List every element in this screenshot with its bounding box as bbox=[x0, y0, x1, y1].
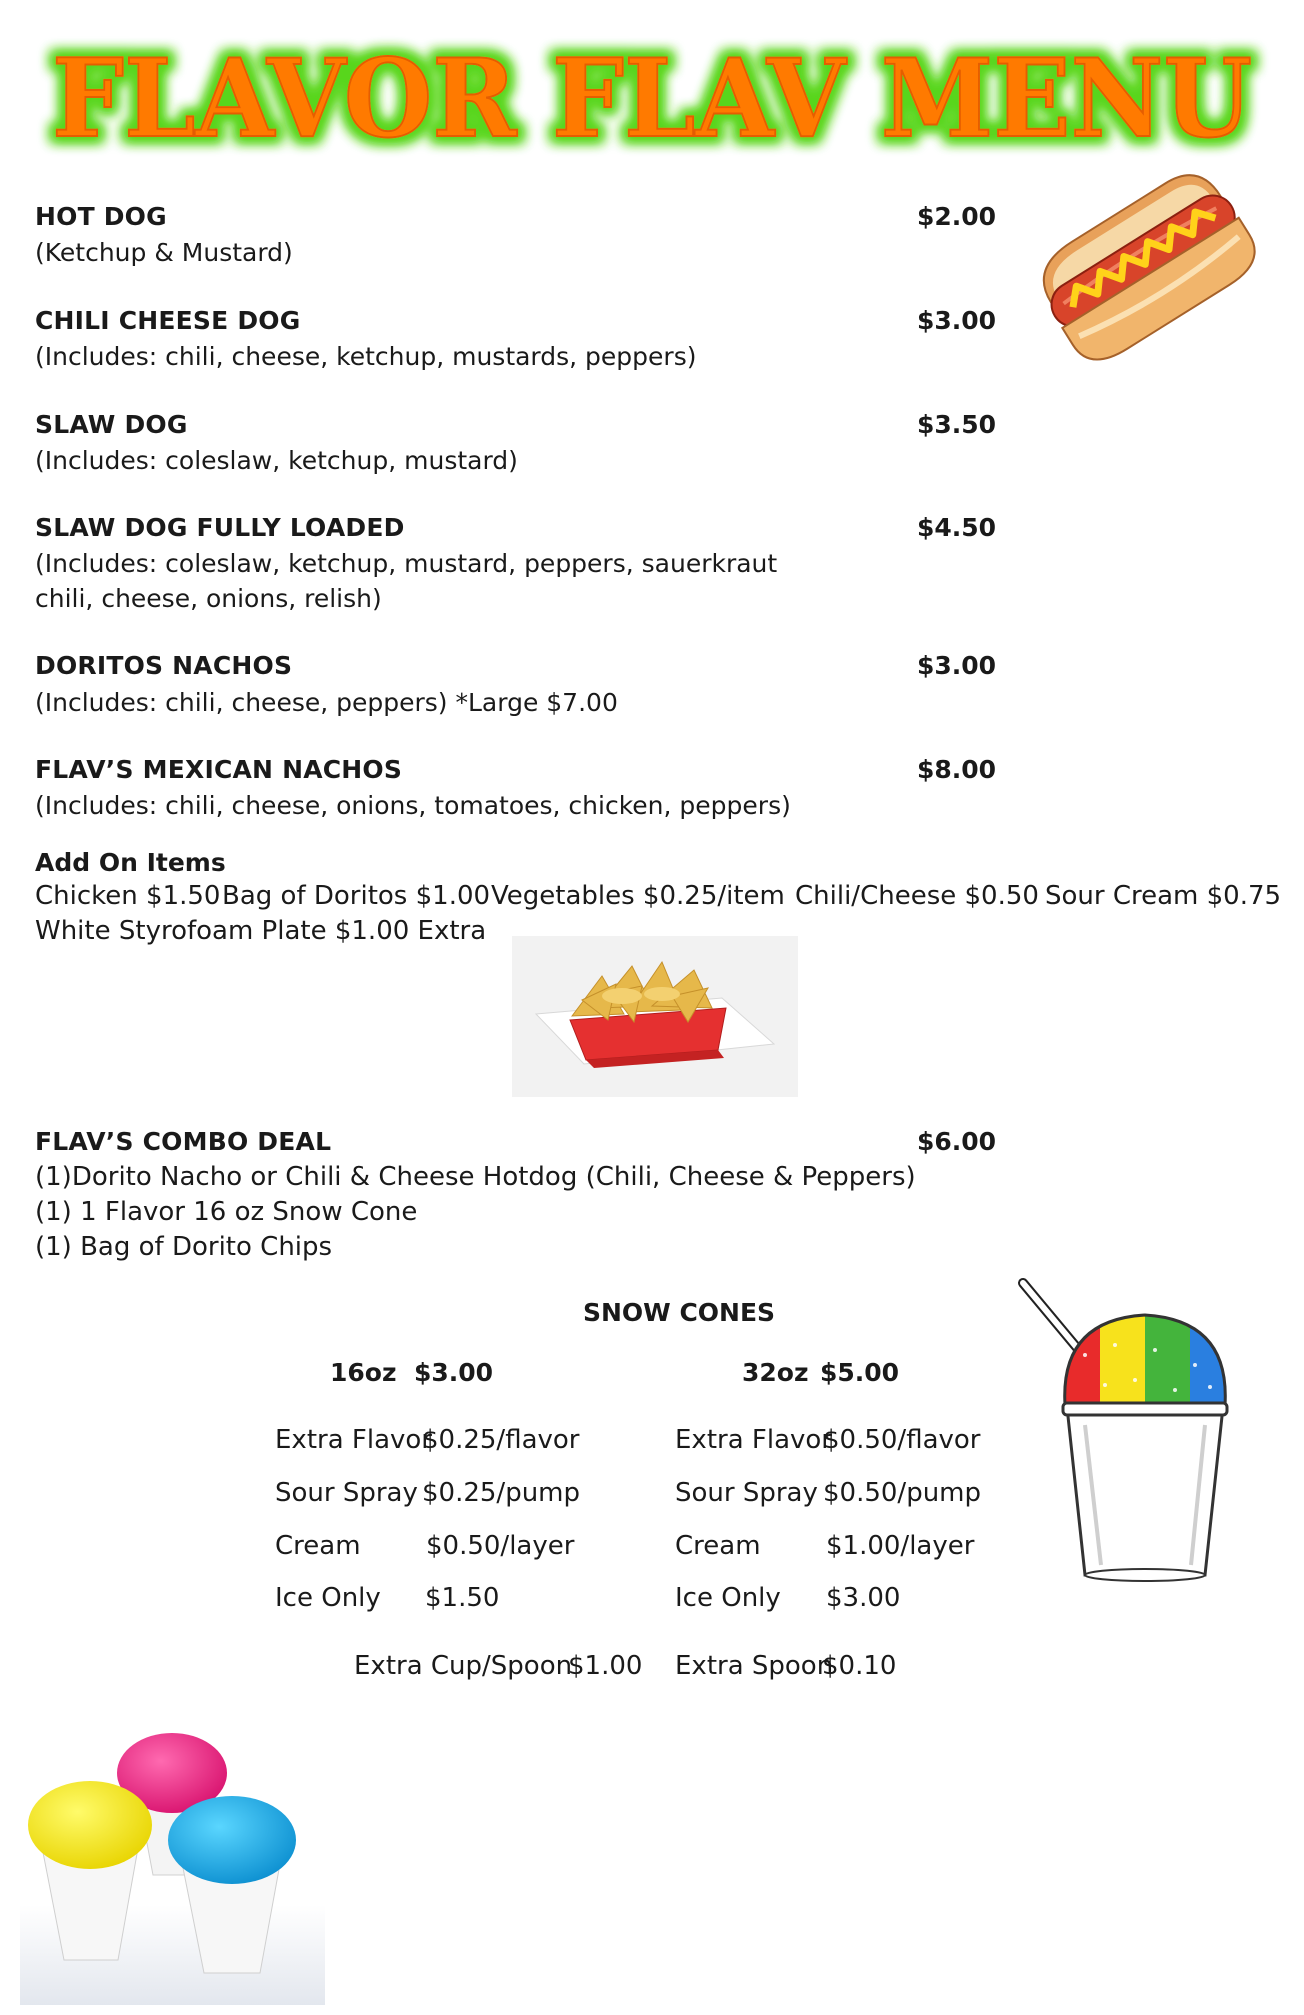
option-value: $0.25/pump bbox=[422, 1478, 581, 1508]
combo-line: (1) 1 Flavor 16 oz Snow Cone bbox=[35, 1197, 418, 1227]
item-price: $3.00 bbox=[917, 306, 997, 335]
extra-label: Extra Spoon bbox=[675, 1651, 834, 1681]
combo-price: $6.00 bbox=[917, 1127, 997, 1156]
add-on-item: White Styrofoam Plate $1.00 Extra bbox=[35, 916, 487, 946]
item-description: (Includes: chili, cheese, ketchup, mustards, peppers) bbox=[35, 342, 697, 371]
snow-cones-trio-image bbox=[20, 1725, 325, 2005]
item-description: (Includes: coleslaw, ketchup, mustard, peppers, sauerkraut bbox=[35, 549, 778, 578]
option-label: Extra Flavor bbox=[275, 1425, 432, 1455]
item-price: $2.00 bbox=[917, 202, 997, 231]
extra-value: $1.00 bbox=[568, 1651, 643, 1681]
option-label: Sour Spray bbox=[675, 1478, 818, 1508]
item-price: $8.00 bbox=[917, 755, 997, 784]
extra-label: Extra Cup/Spoon bbox=[354, 1651, 573, 1681]
option-label: Cream bbox=[275, 1531, 361, 1561]
menu-title-banner bbox=[0, 18, 1304, 168]
option-label: Cream bbox=[675, 1531, 761, 1561]
option-label: Ice Only bbox=[275, 1583, 381, 1613]
snow-cones-heading: SNOW CONES bbox=[583, 1298, 776, 1327]
item-price: $4.50 bbox=[917, 513, 997, 542]
option-value: $1.00/layer bbox=[826, 1531, 975, 1561]
item-name: SLAW DOG FULLY LOADED bbox=[35, 513, 405, 542]
menu-title-graphic bbox=[0, 18, 1304, 168]
option-label: Ice Only bbox=[675, 1583, 781, 1613]
add-on-heading: Add On Items bbox=[35, 848, 226, 877]
combo-line: (1) Bag of Dorito Chips bbox=[35, 1232, 333, 1262]
option-value: $0.25/flavor bbox=[422, 1425, 580, 1455]
option-label: Extra Flavor bbox=[675, 1425, 832, 1455]
item-price: $3.50 bbox=[917, 410, 997, 439]
size-label: 32oz bbox=[742, 1358, 809, 1387]
menu-title: FLAVOR FLAV MENU bbox=[52, 36, 1252, 162]
option-value: $0.50/layer bbox=[426, 1531, 575, 1561]
add-on-item: Chili/Cheese $0.50 bbox=[795, 881, 1039, 911]
combo-name: FLAV’S COMBO DEAL bbox=[35, 1127, 332, 1156]
item-name: CHILI CHEESE DOG bbox=[35, 306, 301, 335]
size-price: $5.00 bbox=[820, 1358, 900, 1387]
option-value: $0.50/flavor bbox=[823, 1425, 981, 1455]
item-description: (Includes: chili, cheese, onions, tomatoes, chicken, peppers) bbox=[35, 791, 791, 820]
item-description: (Includes: chili, cheese, peppers) *Large $7.00 bbox=[35, 688, 618, 717]
option-value: $1.50 bbox=[425, 1583, 500, 1613]
nachos-image bbox=[512, 936, 798, 1097]
extra-value: $0.10 bbox=[822, 1651, 897, 1681]
item-name: SLAW DOG bbox=[35, 410, 188, 439]
size-price: $3.00 bbox=[414, 1358, 494, 1387]
combo-line: (1)Dorito Nacho or Chili & Cheese Hotdog (Chili, Cheese & Peppers) bbox=[35, 1162, 916, 1192]
item-description: (Ketchup & Mustard) bbox=[35, 238, 293, 267]
option-value: $0.50/pump bbox=[823, 1478, 982, 1508]
item-name: DORITOS NACHOS bbox=[35, 651, 293, 680]
option-label: Sour Spray bbox=[275, 1478, 418, 1508]
option-value: $3.00 bbox=[826, 1583, 901, 1613]
add-on-item: Sour Cream $0.75 bbox=[1045, 881, 1282, 911]
item-price: $3.00 bbox=[917, 651, 997, 680]
add-on-item: Bag of Doritos $1.00 bbox=[222, 881, 491, 911]
hot-dog-image bbox=[1040, 165, 1260, 380]
item-name: FLAV’S MEXICAN NACHOS bbox=[35, 755, 403, 784]
item-description: chili, cheese, onions, relish) bbox=[35, 584, 382, 613]
item-description: (Includes: coleslaw, ketchup, mustard) bbox=[35, 446, 518, 475]
rainbow-snow-cone-image bbox=[1015, 1275, 1245, 1595]
item-name: HOT DOG bbox=[35, 202, 167, 231]
add-on-item: Chicken $1.50 bbox=[35, 881, 221, 911]
size-label: 16oz bbox=[330, 1358, 397, 1387]
add-on-item: Vegetables $0.25/item bbox=[491, 881, 785, 911]
